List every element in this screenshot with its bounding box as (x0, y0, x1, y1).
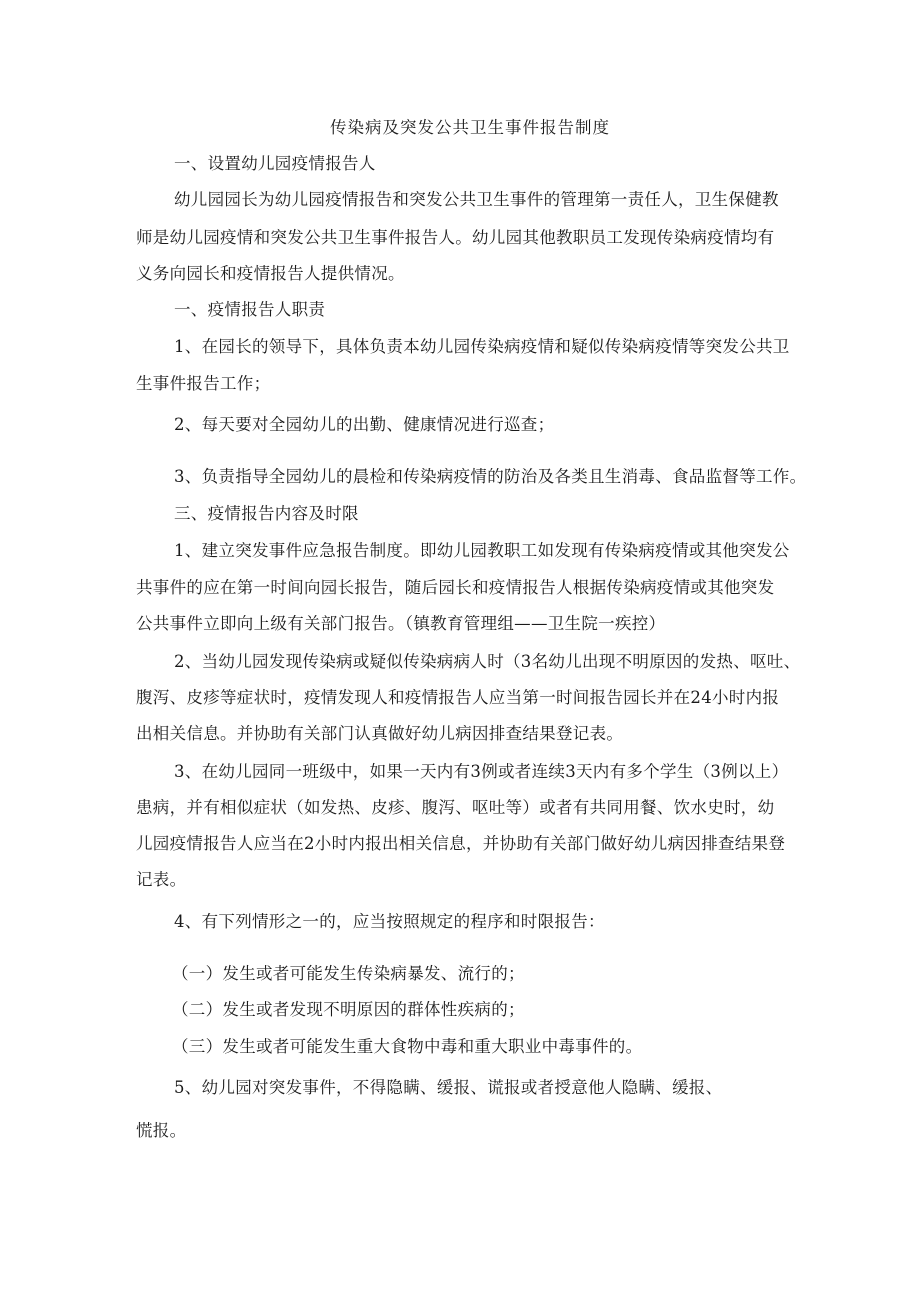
paragraph-line: 2、当幼儿园发现传染病或疑似传染病病人时（3名幼儿出现不明原因的发热、呕吐、 (174, 652, 801, 671)
paragraph-line: 儿园疫情报告人应当在2小时内报出相关信息，并协助有关部门做好幼儿病因排查结果登 (136, 834, 786, 853)
paragraph-line: 3、负责指导全园幼儿的晨检和传染病疫情的防治及各类且生消毒、食品监督等工作。 (174, 467, 807, 486)
paragraph-line: 2、每天要对全园幼儿的出勤、健康情况进行巡查； (174, 415, 555, 434)
paragraph-line: 共事件的应在第一时间向园长报告，随后园长和疫情报告人根据传染病疫情或其他突发 (136, 578, 775, 597)
section-heading: 一、设置幼儿园疫情报告人 (174, 154, 376, 173)
paragraph-line: 慌报。 (136, 1121, 187, 1140)
section-heading: 三、疫情报告内容及时限 (174, 504, 359, 523)
paragraph-line: 腹泻、皮疹等症状时，疫情发现人和疫情报告人应当第一时间报告园长并在24小时内报 (136, 688, 780, 707)
paragraph-line: 3、在幼儿园同一班级中，如果一天内有3例或者连续3天内有多个学生（3例以上） (174, 762, 789, 781)
paragraph-line: 4、有下列情形之一的，应当按照规定的程序和时限报告： (174, 912, 605, 931)
paragraph-line: 师是幼儿园疫情和突发公共卫生事件报告人。幼儿园其他教职员工发现传染病疫情均有 (136, 228, 775, 247)
paragraph-line: 义务向园长和疫情报告人提供情况。 (136, 264, 405, 283)
section-heading: 一、疫情报告人职责 (174, 300, 326, 319)
document-title: 传染病及突发公共卫生事件报告制度 (330, 118, 610, 137)
paragraph-line: 1、在园长的领导下，具体负责本幼儿园传染病疫情和疑似传染病疫情等突发公共卫 (174, 337, 790, 356)
list-item: （二）发生或者发现不明原因的群体性疾病的； (172, 1000, 525, 1019)
paragraph-line: 生事件报告工作； (136, 374, 271, 393)
paragraph-line: 公共事件立即向上级有关部门报告。（镇教育管理组——卫生院一疾控） (136, 614, 666, 633)
paragraph-line: 1、建立突发事件应急报告制度。即幼儿园教职工如发现有传染病疫情或其他突发公 (174, 541, 790, 560)
paragraph-line: 记表。 (136, 870, 187, 889)
list-item: （三）发生或者可能发生重大食物中毒和重大职业中毒事件的。 (172, 1037, 643, 1056)
paragraph-line: 患病，并有相似症状（如发热、皮疹、腹泻、呕吐等）或者有共同用餐、饮水史时，幼 (136, 798, 775, 817)
paragraph-line: 出相关信息。并协助有关部门认真做好幼儿病因排查结果登记表。 (136, 724, 624, 743)
list-item: （一）发生或者可能发生传染病暴发、流行的； (172, 964, 525, 983)
paragraph-line: 5、幼儿园对突发事件，不得隐瞒、缓报、谎报或者授意他人隐瞒、缓报、 (174, 1078, 723, 1097)
paragraph-line: 幼儿园园长为幼儿园疫情报告和突发公共卫生事件的管理第一责任人，卫生保健教 (174, 190, 779, 209)
